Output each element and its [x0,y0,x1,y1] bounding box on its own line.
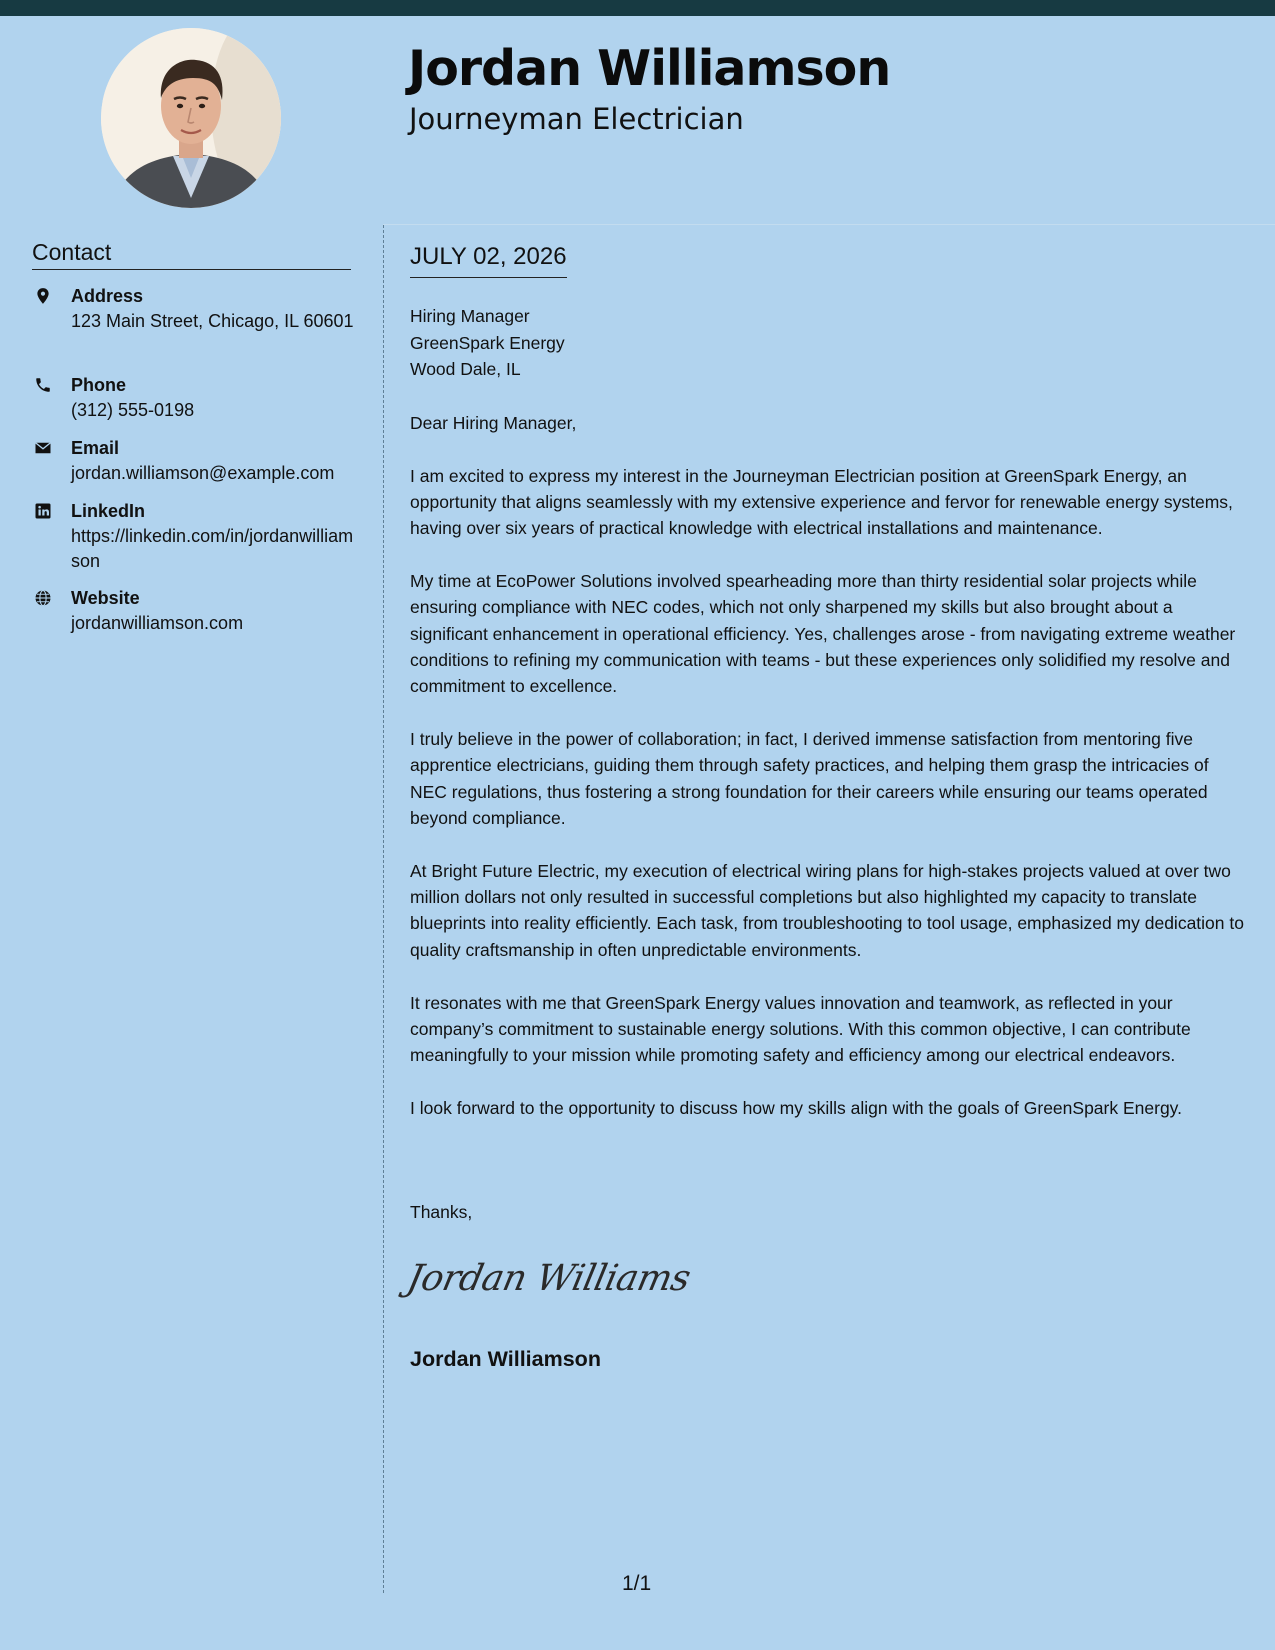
header-divider [383,224,1275,225]
letter-paragraph: I look forward to the opportunity to discuss how my skills align with the goals of GreenSpark Energy. [410,1097,1182,1118]
closing: Thanks, [410,1202,473,1222]
candidate-name: Jordan Williamson [408,40,891,97]
salutation: Dear Hiring Manager, [410,413,577,433]
contact-phone [32,373,362,423]
letter-paragraph: My time at EcoPower Solutions involved spearheading more than thirty residential solar projects while ensuring compliance with NEC codes, which not only sharpened my skills but also brought about a significant enhancement in operational efficiency. Yes, challenges arose - from navigating extreme weather conditions to refining my communication with teams - but these experiences only solidified my resolve and commitment to excellence. [410,571,1236,697]
contact-address [32,284,362,334]
letter-paragraph: I am excited to express my interest in the Journeyman Electrician position at GreenSpark Energy, an opportunity that aligns seamlessly with my extensive experience and fervor for renewable energy systems, having over six years of practical knowledge with electrical installations and maintenance. [410,465,1233,539]
contact-website [32,586,362,636]
signer-name: Jordan Williamson [410,1347,601,1371]
portrait-image [101,28,281,208]
contact-linkedin [32,499,362,574]
contact-label: Email [71,438,120,458]
contact-email [32,436,362,486]
letter-paragraph: It resonates with me that GreenSpark Energy values innovation and teamwork, as reflected in your company’s commitment to sustainable energy solutions. With this common objective, I can contribute meaningfully to your mission while promoting safety and efficiency among our electrical endeavors. [410,992,1191,1066]
column-divider [383,225,384,1593]
profile-photo [101,28,281,208]
envelope-icon [34,439,52,457]
letter-date: JULY 02, 2026 [410,244,567,278]
letter-paragraph: At Bright Future Electric, my execution of electrical wiring plans for high-stakes projects valued at over two million dollars not only resulted in successful completions but also highlighted my capacity to translate blueprints into reality efficiently. Each task, from troubleshooting to tool usage, emphasized my dedication to quality craftsmanship in often unpredictable environments. [410,860,1244,960]
map-pin-icon [34,287,52,305]
recipient-line: GreenSpark Energy [410,332,565,353]
letter-body [410,410,1250,1148]
contact-label: LinkedIn [71,501,146,521]
job-title: Journeyman Electrician [409,102,744,136]
recipient-line: Wood Dale, IL [410,359,521,379]
top-bar [0,0,1275,16]
letter-paragraph: I truly believe in the power of collaboration; in fact, I derived immense satisfaction from mentoring five apprentice electricians, guiding them through safety practices, and helping them grasp the intricacies of NEC regulations, thus fostering a strong foundation for their careers while ensuring our teams operated beyond compliance. [410,729,1209,829]
contact-value[interactable]: https://linkedin.com/in/jordanwilliamson [71,526,354,571]
contact-label: Website [71,588,140,608]
handwritten-signature: Jordan Williams [403,1258,694,1299]
contact-value: (312) 555-0198 [71,400,195,420]
phone-icon [34,376,52,394]
contact-value: 123 Main Street, Chicago, IL 60601 [71,311,354,331]
globe-icon [34,589,52,607]
contact-label: Address [71,286,144,306]
contact-value[interactable]: jordanwilliamson.com [71,613,244,633]
page-number: 1/1 [622,1572,652,1595]
linkedin-icon [34,502,52,520]
contact-value: jordan.williamson@example.com [71,463,335,483]
contact-label: Phone [71,375,127,395]
recipient-line: Hiring Manager [410,306,530,326]
contact-heading: Contact [32,240,351,270]
recipient-block [410,303,565,383]
